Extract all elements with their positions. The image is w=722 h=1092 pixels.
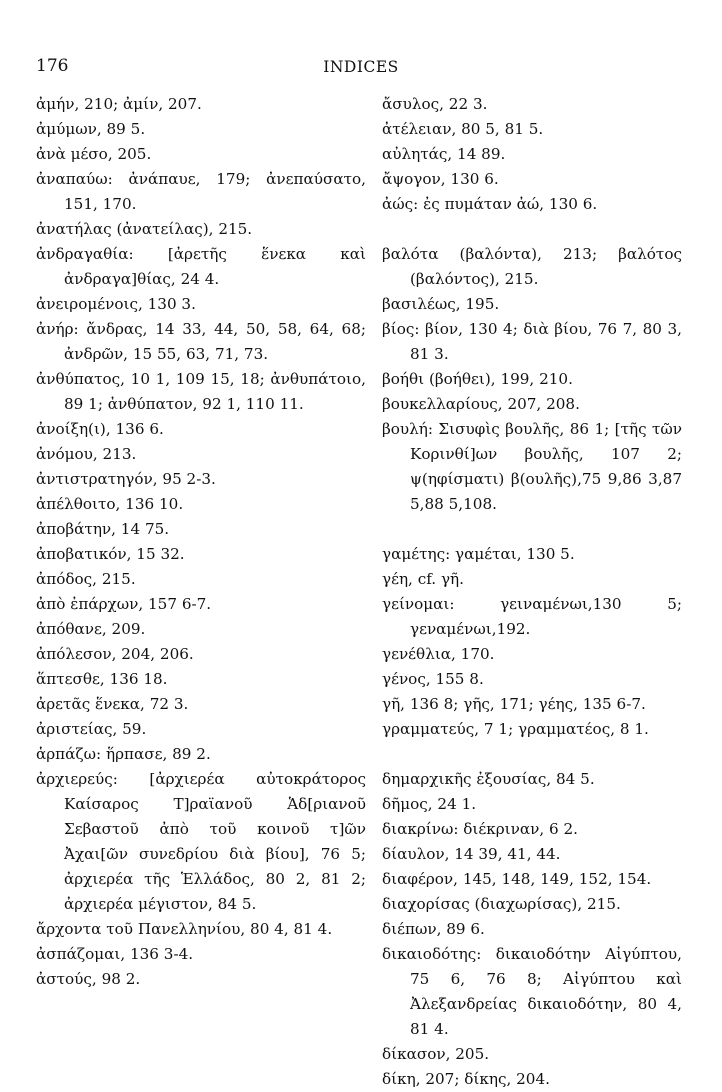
index-entry: ἀπόδος, 215. <box>36 570 136 588</box>
index-entry: ἀνὰ μέσο, 205. <box>36 145 152 163</box>
index-entry: ἀνατήλας (ἀνατείλας), 215. <box>36 220 253 238</box>
index-entry: ἀπόλεσον, 204, 206. <box>36 645 194 663</box>
index-entry: βουκελλαρίους, 207, 208. <box>382 395 580 413</box>
index-entry: γείνομαι: γειναμένωι,130 5; γεναμένωι,192. <box>382 595 682 638</box>
index-entry: ἀστούς, 98 2. <box>36 970 141 988</box>
index-entry: ἀνδραγαθία: [ἀρετῆς ἕνεκα καὶ ἀνδραγα]θίας, 24 4. <box>36 245 366 288</box>
index-entry: ἀρχιερεύς: [ἀρχιερέα αὐτοκράτορος Καίσαρος Τ]ραϊανοῦ Ἁδ[ριανοῦ Σεβαστοῦ ἀπὸ τοῦ κοινοῦ τ]ῶν Ἀχαι[ῶν συνεδρίου διὰ βίου], 76 5; ἀρχιερέα τῆς Ἑλλάδος, 80 2, 81 2; ἀρχιερέα μέγιστον, 84 5. <box>36 770 366 913</box>
index-entry: ἄψογον, 130 6. <box>382 170 499 188</box>
index-entry: διακρίνω: διέκριναν, 6 2. <box>382 820 578 838</box>
index-entry: ἅπτεσθε, 136 18. <box>36 670 168 688</box>
index-entry: ἄσυλος, 22 3. <box>382 95 488 113</box>
index-entry: ἀώς: ἐς πυμάταν ἀώ, 130 6. <box>382 195 598 213</box>
index-entry: βίος: βίον, 130 4; διὰ βίου, 76 7, 80 3, 81 3. <box>382 320 682 363</box>
index-entry: ἀναπαύω: ἀνάπαυε, 179; ἀνεπαύσατο, 151, 170. <box>36 170 366 213</box>
index-entry: βοήθι (βοήθει), 199, 210. <box>382 370 573 388</box>
index-entry: ἀντιστρατηγόν, 95 2-3. <box>36 470 216 488</box>
index-entry: ἀτέλειαν, 80 5, 81 5. <box>382 120 544 138</box>
index-entry: ἄρχοντα τοῦ Πανελληνίου, 80 4, 81 4. <box>36 920 333 938</box>
index-column-right <box>382 92 682 1092</box>
index-entry: γραμματεύς, 7 1; γραμματέος, 8 1. <box>382 720 649 738</box>
index-entry: γενέθλια, 170. <box>382 645 495 663</box>
index-entry: ἀρετᾶς ἕνεκα, 72 3. <box>36 695 189 713</box>
index-entry: γέη, cf. γῆ. <box>382 570 464 588</box>
index-entry: ἀνθύπατος, 10 1, 109 15, 18; ἀνθυπάτοιο, 89 1; ἀνθύπατον, 92 1, 110 11. <box>36 370 366 413</box>
index-entry: ἀνήρ: ἄνδρας, 14 33, 44, 50, 58, 64, 68; ἀνδρῶν, 15 55, 63, 71, 73. <box>36 320 366 363</box>
index-entry: δίκη, 207; δίκης, 204. <box>382 1070 550 1088</box>
index-entry: αὐλητάς, 14 89. <box>382 145 506 163</box>
index-entry: διαχορίσας (διαχωρίσας), 215. <box>382 895 621 913</box>
index-entry: ἀνοίξη(ι), 136 6. <box>36 420 164 438</box>
index-entry: ἀσπάζομαι, 136 3-4. <box>36 945 194 963</box>
index-entry: ἁρπάζω: ἥρπασε, 89 2. <box>36 745 211 763</box>
page-number: 176 <box>36 56 69 76</box>
index-entry: δῆμος, 24 1. <box>382 795 477 813</box>
index-entry: γένος, 155 8. <box>382 670 484 688</box>
index-entry: διέπων, 89 6. <box>382 920 485 938</box>
index-entry: ἀμύμων, 89 5. <box>36 120 146 138</box>
index-entry: βουλή: Σισυφὶς βουλῆς, 86 1; [τῆς τῶν Κορινθί]ων βουλῆς, 107 2; ψ(ηφίσματι) β(ουλῆς),75 9,86 3,87 5,88 5,108. <box>382 420 682 513</box>
index-entry: βασιλέως, 195. <box>382 295 500 313</box>
index-entry: γῆ, 136 8; γῆς, 171; γέης, 135 6-7. <box>382 695 646 713</box>
index-entry: ἀριστείας, 59. <box>36 720 147 738</box>
index-entry: ἀνειρομένοις, 130 3. <box>36 295 196 313</box>
index-entry: ἀπὸ ἐπάρχων, 157 6-7. <box>36 595 212 613</box>
index-entry: δικαιοδότης: δικαιοδότην Αἰγύπτου, 75 6, 76 8; Αἰγύπτου καὶ Ἀλεξανδρείας δικαιοδότην, 80 4, 81 4. <box>382 945 682 1038</box>
index-entry: γαμέτης: γαμέται, 130 5. <box>382 545 575 563</box>
index-entry: ἀμήν, 210; ἀμίν, 207. <box>36 95 202 113</box>
index-entry: βαλότα (βαλόντα), 213; βαλότος (βαλόντος), 215. <box>382 245 682 288</box>
index-entry: δημαρχικῆς ἐξουσίας, 84 5. <box>382 770 595 788</box>
index-entry: διαφέρον, 145, 148, 149, 152, 154. <box>382 870 652 888</box>
running-header: INDICES <box>323 58 399 76</box>
index-entry: ἀπόθανε, 209. <box>36 620 146 638</box>
index-entry: ἀνόμου, 213. <box>36 445 137 463</box>
index-entry: ἀποβάτην, 14 75. <box>36 520 170 538</box>
index-entry: ἀποβατικόν, 15 32. <box>36 545 185 563</box>
index-entry: δίαυλον, 14 39, 41, 44. <box>382 845 561 863</box>
index-column-left <box>36 92 366 992</box>
index-entry: δίκασον, 205. <box>382 1045 490 1063</box>
index-entry: ἀπέλθοιτο, 136 10. <box>36 495 184 513</box>
